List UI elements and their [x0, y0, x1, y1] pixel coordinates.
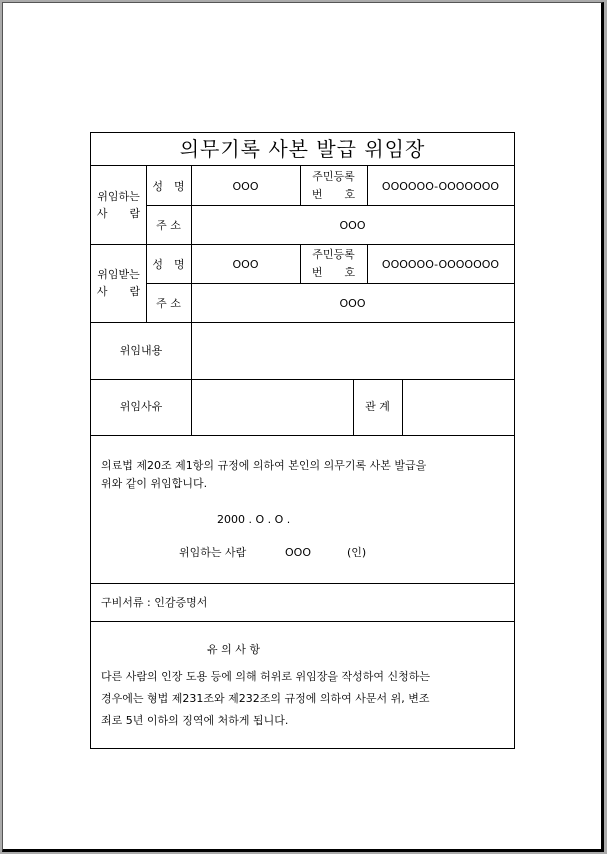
statement-line-2: 위와 같이 위임합니다. [101, 477, 208, 490]
required-docs: 구비서류 : 인감증명서 [101, 596, 208, 609]
delegate-rrn-value[interactable]: OOOOOO-OOOOOOO [381, 258, 500, 271]
rule-docs-end [91, 621, 514, 622]
rule-delegator-mid [146, 205, 514, 206]
delegator-address-value[interactable]: OOO [339, 219, 366, 232]
delegator-address-label: 주 소 [156, 219, 181, 232]
delegate-label: 위임받는 사 람 [96, 268, 141, 298]
delegator-label: 위임하는 사 람 [96, 190, 141, 220]
form-title: 의무기록 사본 발급 위임장 [179, 137, 426, 161]
delegator-rrn-label: 주민등록 번 호 [311, 170, 356, 201]
delegate-address-value[interactable]: OOO [339, 297, 366, 310]
date[interactable]: 2000 . O . O . [217, 513, 291, 526]
power-of-attorney-form [90, 132, 515, 749]
rule-content-end [91, 379, 514, 380]
seal-mark: (인) [347, 546, 367, 559]
rule-reason-end [91, 435, 514, 436]
delegator-rrn-value[interactable]: OOOOOO-OOOOOOO [381, 180, 500, 193]
notice-line-3: 죄로 5년 이하의 징역에 처하게 됩니다. [101, 714, 289, 727]
notice-line-2: 경우에는 형법 제231조와 제232조의 규정에 의하여 사문서 위, 변조 [101, 692, 430, 705]
rule-title [91, 165, 514, 166]
delegate-name-value[interactable]: OOO [232, 258, 259, 271]
rule-delegate-mid [146, 283, 514, 284]
content-label: 위임내용 [119, 344, 163, 357]
delegator-name-label: 성 명 [152, 180, 185, 193]
rule-v-relation-right [402, 379, 403, 435]
delegator-name-value[interactable]: OOO [232, 180, 259, 193]
notice-title: 유 의 사 항 [207, 643, 260, 656]
notice-line-1: 다른 사람의 인장 도용 등에 의해 허위로 위임장을 작성하여 신청하는 [101, 670, 430, 683]
delegate-name-label: 성 명 [152, 258, 185, 271]
delegate-rrn-label: 주민등록 번 호 [311, 248, 356, 279]
relation-label: 관 계 [365, 400, 390, 413]
rule-statement-end [91, 583, 514, 584]
rule-delegate-end [91, 322, 514, 323]
signer-label: 위임하는 사람 [179, 546, 247, 559]
rule-delegator-end [91, 244, 514, 245]
reason-label: 위임사유 [119, 400, 163, 413]
signer-name[interactable]: OOO [285, 546, 311, 559]
document-page [2, 2, 604, 852]
statement-line-1: 의료법 제20조 제1항의 규정에 의하여 본인의 의무기록 사본 발급을 [101, 459, 427, 472]
delegate-address-label: 주 소 [156, 297, 181, 310]
